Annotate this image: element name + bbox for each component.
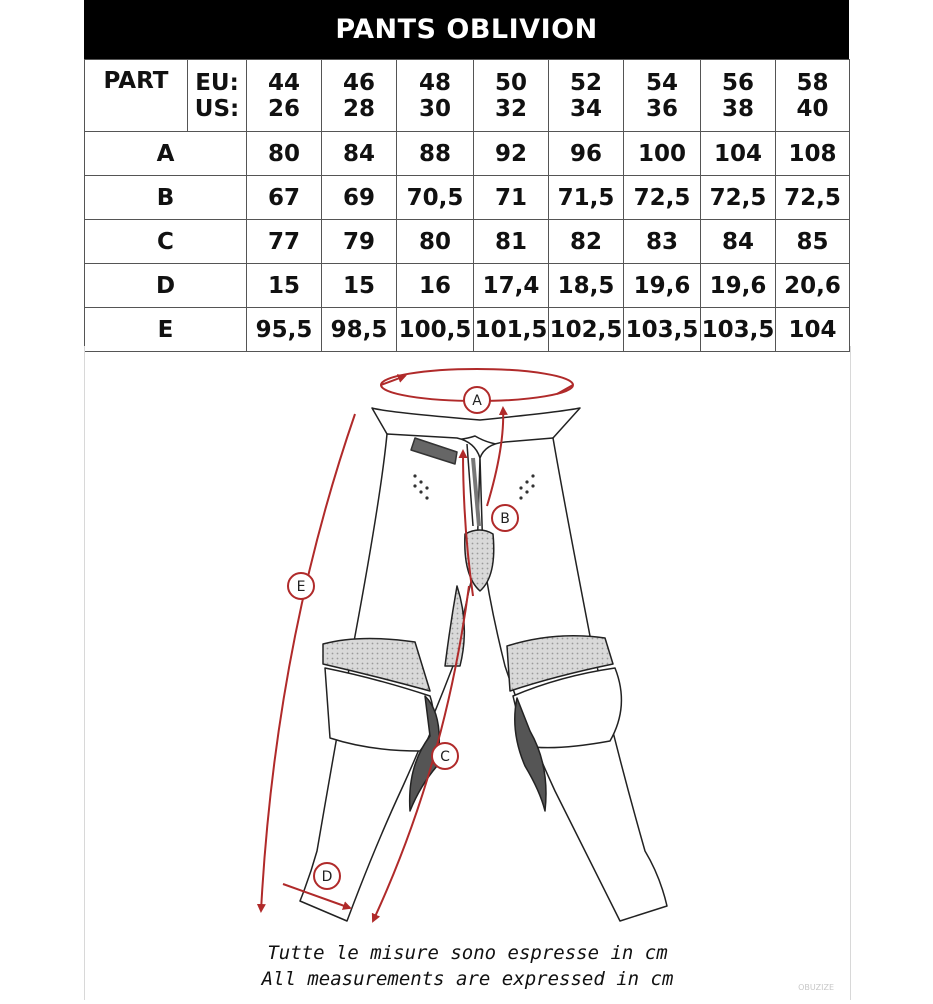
table-row (85, 176, 850, 220)
measure-cell: 72,5 (624, 176, 701, 220)
us-size: 36 (645, 95, 678, 122)
measure-cell: 102,5 (549, 308, 624, 352)
us-size: 30 (418, 95, 451, 122)
measure-cell: 85 (776, 220, 850, 264)
measure-cell: 69 (322, 176, 397, 220)
measure-cell: 20,6 (776, 264, 850, 308)
table-row (85, 220, 850, 264)
us-size: 32 (494, 95, 527, 122)
measure-cell: 100 (624, 132, 701, 176)
eu-size: 44 (267, 69, 300, 96)
size-header (397, 60, 474, 132)
marker-d-label: D (321, 869, 333, 885)
measure-cell: 96 (549, 132, 624, 176)
measure-cell: 103,5 (624, 308, 701, 352)
part-letter: C (85, 220, 247, 264)
marker-a-label: A (472, 393, 482, 409)
measure-cell: 95,5 (247, 308, 322, 352)
measure-cell: 80 (397, 220, 474, 264)
measurement-note-english: All measurements are expressed in cm (261, 968, 674, 990)
measure-cell: 19,6 (624, 264, 701, 308)
measure-cell: 67 (247, 176, 322, 220)
measure-cell: 104 (776, 308, 850, 352)
measure-cell: 81 (474, 220, 549, 264)
measure-cell: 84 (701, 220, 776, 264)
measure-cell: 16 (397, 264, 474, 308)
measure-cell: 101,5 (474, 308, 549, 352)
table-header-row (85, 60, 850, 132)
part-letter: A (85, 132, 247, 176)
part-letter: D (85, 264, 247, 308)
measure-cell: 103,5 (701, 308, 776, 352)
eu-size: 52 (569, 69, 602, 96)
part-letter: B (85, 176, 247, 220)
size-system-header (188, 60, 247, 132)
measure-cell: 17,4 (474, 264, 549, 308)
pants-diagram (84, 346, 851, 1000)
table-row (85, 132, 850, 176)
eu-size: 54 (645, 69, 678, 96)
measure-cell: 88 (397, 132, 474, 176)
measure-cell: 15 (322, 264, 397, 308)
table-row (85, 308, 850, 352)
eu-size: 50 (494, 69, 527, 96)
size-header (701, 60, 776, 132)
measure-cell: 72,5 (701, 176, 776, 220)
table-row (85, 264, 850, 308)
marker-e-label: E (296, 579, 306, 595)
size-header (776, 60, 850, 132)
us-size: 40 (796, 95, 829, 122)
measure-cell: 100,5 (397, 308, 474, 352)
measure-cell: 98,5 (322, 308, 397, 352)
pants-illustration (85, 346, 850, 1000)
size-table (84, 59, 850, 352)
measure-cell: 70,5 (397, 176, 474, 220)
size-header (474, 60, 549, 132)
eu-size: 58 (796, 69, 829, 96)
measure-cell: 15 (247, 264, 322, 308)
part-header: PART (85, 60, 188, 132)
marker-c-label: C (440, 749, 450, 765)
us-label: US: (194, 95, 240, 122)
measure-cell: 71,5 (549, 176, 624, 220)
measure-cell: 104 (701, 132, 776, 176)
us-size: 34 (569, 95, 602, 122)
eu-label: EU: (195, 69, 239, 96)
measure-cell: 82 (549, 220, 624, 264)
size-header (247, 60, 322, 132)
measure-cell: 19,6 (701, 264, 776, 308)
measure-cell: 79 (322, 220, 397, 264)
measure-cell: 84 (322, 132, 397, 176)
eu-size: 48 (418, 69, 451, 96)
measure-cell: 77 (247, 220, 322, 264)
measure-cell: 83 (624, 220, 701, 264)
watermark: OBUZIZE (798, 983, 834, 992)
us-size: 26 (267, 95, 300, 122)
measure-cell: 108 (776, 132, 850, 176)
us-size: 28 (342, 95, 375, 122)
size-chart (84, 0, 849, 1000)
measure-cell: 92 (474, 132, 549, 176)
measure-cell: 80 (247, 132, 322, 176)
measure-cell: 71 (474, 176, 549, 220)
measure-cell: 72,5 (776, 176, 850, 220)
part-letter: E (85, 308, 247, 352)
eu-size: 46 (342, 69, 375, 96)
measurement-note-italian: Tutte le misure sono espresse in cm (267, 942, 668, 964)
eu-size: 56 (721, 69, 754, 96)
measure-cell: 18,5 (549, 264, 624, 308)
marker-b-label: B (500, 511, 510, 527)
us-size: 38 (721, 95, 754, 122)
size-header (624, 60, 701, 132)
size-header (322, 60, 397, 132)
chart-title: PANTS OBLIVION (84, 0, 849, 59)
size-header (549, 60, 624, 132)
